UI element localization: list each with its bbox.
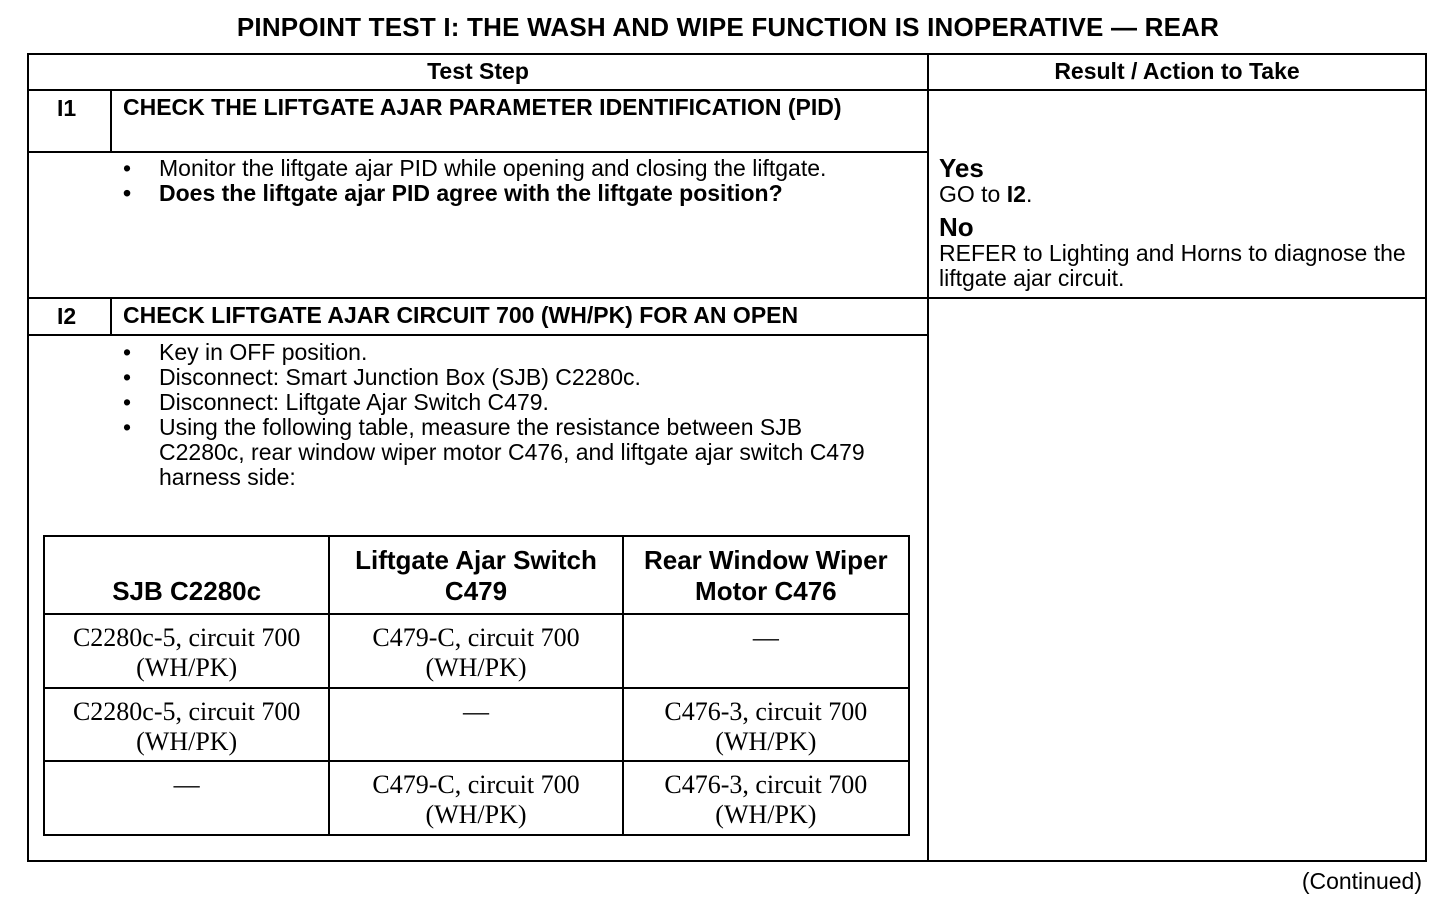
- table-cell: C476-3, circuit 700 (WH/PK): [623, 761, 909, 835]
- result-no-label: No: [939, 212, 974, 242]
- step-i1-id: I1: [57, 95, 77, 121]
- resistance-measurement-table: [43, 535, 910, 836]
- column-header-result: Result / Action to Take: [1054, 58, 1300, 84]
- table-row: [44, 614, 909, 688]
- table-header-sjb: SJB C2280c: [44, 536, 329, 614]
- table-row: [44, 761, 909, 835]
- table-cell: —: [329, 688, 622, 762]
- table-cell: —: [44, 761, 329, 835]
- step-i1-title: CHECK THE LIFTGATE AJAR PARAMETER IDENTIFICATION (PID): [123, 94, 842, 120]
- step-i1-question: • Does the liftgate ajar PID agree with the liftgate position?: [123, 181, 903, 206]
- header-divider: [27, 89, 1427, 91]
- table-header-row: [44, 536, 909, 614]
- result-yes-target: I2: [1006, 181, 1026, 207]
- step-divider: [27, 297, 1427, 299]
- list-item: • Disconnect: Smart Junction Box (SJB) C2280c.: [123, 365, 883, 390]
- step-i2-id-divider: [110, 297, 112, 334]
- table-cell: C479-C, circuit 700 (WH/PK): [329, 761, 622, 835]
- step-i2-title-divider: [27, 334, 927, 336]
- step-i1-results: [939, 154, 1419, 291]
- table-cell: —: [623, 614, 909, 688]
- table-header-wiper-motor: Rear Window Wiper Motor C476: [623, 536, 909, 614]
- page-title: PINPOINT TEST I: THE WASH AND WIPE FUNCTION IS INOPERATIVE — REAR: [236, 12, 1220, 42]
- column-divider: [927, 53, 929, 862]
- list-item: • Monitor the liftgate ajar PID while opening and closing the liftgate.: [123, 156, 903, 181]
- table-cell: C479-C, circuit 700 (WH/PK): [329, 614, 622, 688]
- result-no-action: REFER to Lighting and Horns to diagnose the liftgate ajar circuit.: [939, 240, 1406, 291]
- step-i1-instructions: [123, 156, 903, 206]
- result-yes-action: GO to I2.: [939, 181, 1033, 207]
- table-row: [44, 688, 909, 762]
- table-cell: C2280c-5, circuit 700 (WH/PK): [44, 688, 329, 762]
- step-i1-id-divider: [110, 89, 112, 151]
- table-cell: C2280c-5, circuit 700 (WH/PK): [44, 614, 329, 688]
- list-item: • Disconnect: Liftgate Ajar Switch C479.: [123, 390, 883, 415]
- continued-note: (Continued): [1301, 868, 1422, 894]
- table-header-liftgate-switch: Liftgate Ajar Switch C479: [329, 536, 622, 614]
- step-i2-title: CHECK LIFTGATE AJAR CIRCUIT 700 (WH/PK) FOR AN OPEN: [123, 302, 799, 328]
- column-header-test-step: Test Step: [427, 58, 529, 84]
- list-item: • Using the following table, measure the resistance between SJB C2280c, rear window wiper motor C476, and liftgate ajar switch C479 harness side:: [123, 415, 883, 490]
- step-i2-instructions: [123, 340, 883, 490]
- result-yes-label: Yes: [939, 153, 984, 183]
- step-i2-id: I2: [57, 303, 77, 329]
- step-i1-title-divider: [27, 151, 927, 153]
- list-item: • Key in OFF position.: [123, 340, 883, 365]
- table-cell: C476-3, circuit 700 (WH/PK): [623, 688, 909, 762]
